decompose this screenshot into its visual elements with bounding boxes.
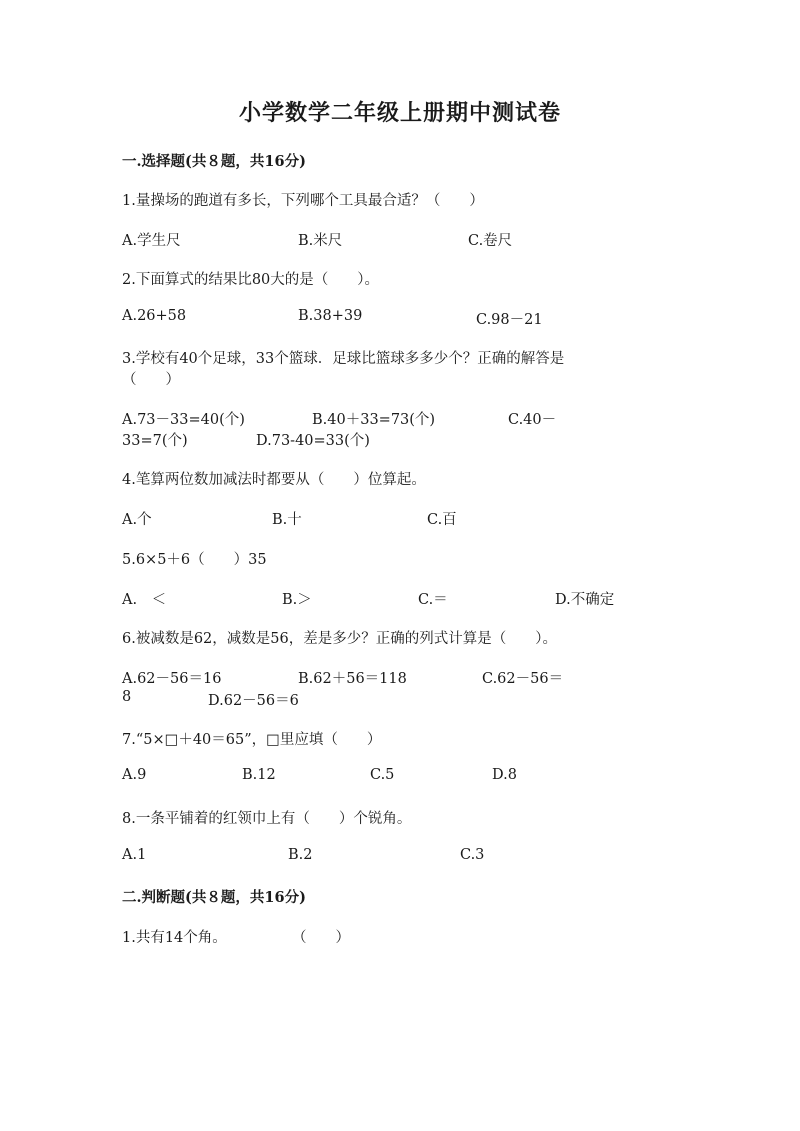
question-2-option-a: A.26+58 — [122, 308, 187, 324]
question-3-stem-continued: （ ） — [122, 372, 180, 388]
question-1-stem: 1.量操场的跑道有多长，下列哪个工具最合适？（ ） — [122, 193, 484, 209]
question-8-option-c: C.3 — [460, 847, 485, 863]
question-6-option-a: A.62－56＝16 — [122, 671, 222, 687]
question-5-option-d: D.不确定 — [555, 592, 615, 608]
question-4-option-c: C.百 — [427, 512, 457, 528]
question-8-option-a: A.1 — [122, 847, 147, 863]
section-heading-judgement: 二.判断题(共８题，共16分) — [122, 889, 306, 906]
question-7-option-a: A.9 — [122, 767, 147, 783]
question-7-option-d: D.8 — [492, 767, 517, 783]
question-4-option-b: B.十 — [272, 512, 302, 528]
page-title: 小学数学二年级上册期中测试卷 — [238, 100, 561, 126]
question-6-option-d: D.62－56＝6 — [208, 693, 299, 709]
question-4-stem: 4.笔算两位数加减法时都要从（ ）位算起。 — [122, 472, 426, 488]
question-1-option-c: C.卷尺 — [468, 233, 513, 249]
question-6-option-c: C.62－56＝ — [482, 671, 564, 687]
question-3-stem: 3.学校有40个足球，33个篮球．足球比篮球多多少个？正确的解答是 — [122, 351, 565, 367]
question-6-option-c-continued: 8 — [122, 689, 132, 705]
question-3-option-b: B.40＋33=73(个) — [312, 412, 436, 428]
question-8-option-b: B.2 — [288, 847, 313, 863]
question-6-stem: 6.被减数是62，减数是56，差是多少？正确的列式计算是（ ）。 — [122, 631, 557, 647]
judgement-1-stem: 1.共有14个角。 — [122, 930, 227, 946]
question-1-option-b: B.米尺 — [298, 233, 343, 249]
question-5-option-b: B.＞ — [282, 592, 312, 608]
question-3-option-c-continued: 33=7(个) — [122, 433, 188, 449]
question-3-option-c: C.40－ — [508, 412, 557, 428]
question-5-stem: 5.6×5＋6（ ）35 — [122, 552, 267, 568]
question-2-option-c: C.98－21 — [476, 312, 543, 328]
question-5-option-a: A. ＜ — [122, 592, 167, 608]
section-heading-choice: 一.选择题(共８题，共16分) — [122, 153, 306, 170]
question-2-option-b: B.38+39 — [298, 308, 363, 324]
question-3-option-a: A.73－33=40(个) — [122, 412, 245, 428]
question-7-option-b: B.12 — [242, 767, 276, 783]
question-6-option-b: B.62＋56＝118 — [298, 671, 407, 687]
question-7-option-c: C.5 — [370, 767, 395, 783]
judgement-1-answer-blank: （ ） — [292, 930, 350, 946]
question-3-option-d: D.73-40=33(个) — [256, 433, 370, 449]
question-1-option-a: A.学生尺 — [122, 233, 181, 249]
question-4-option-a: A.个 — [122, 512, 152, 528]
question-5-option-c: C.＝ — [418, 592, 448, 608]
question-8-stem: 8.一条平铺着的红领巾上有（ ）个锐角。 — [122, 811, 412, 827]
question-2-stem: 2.下面算式的结果比80大的是（ ）。 — [122, 272, 380, 288]
question-7-stem: 7.“5×□＋40＝65”，□里应填（ ） — [122, 732, 382, 748]
